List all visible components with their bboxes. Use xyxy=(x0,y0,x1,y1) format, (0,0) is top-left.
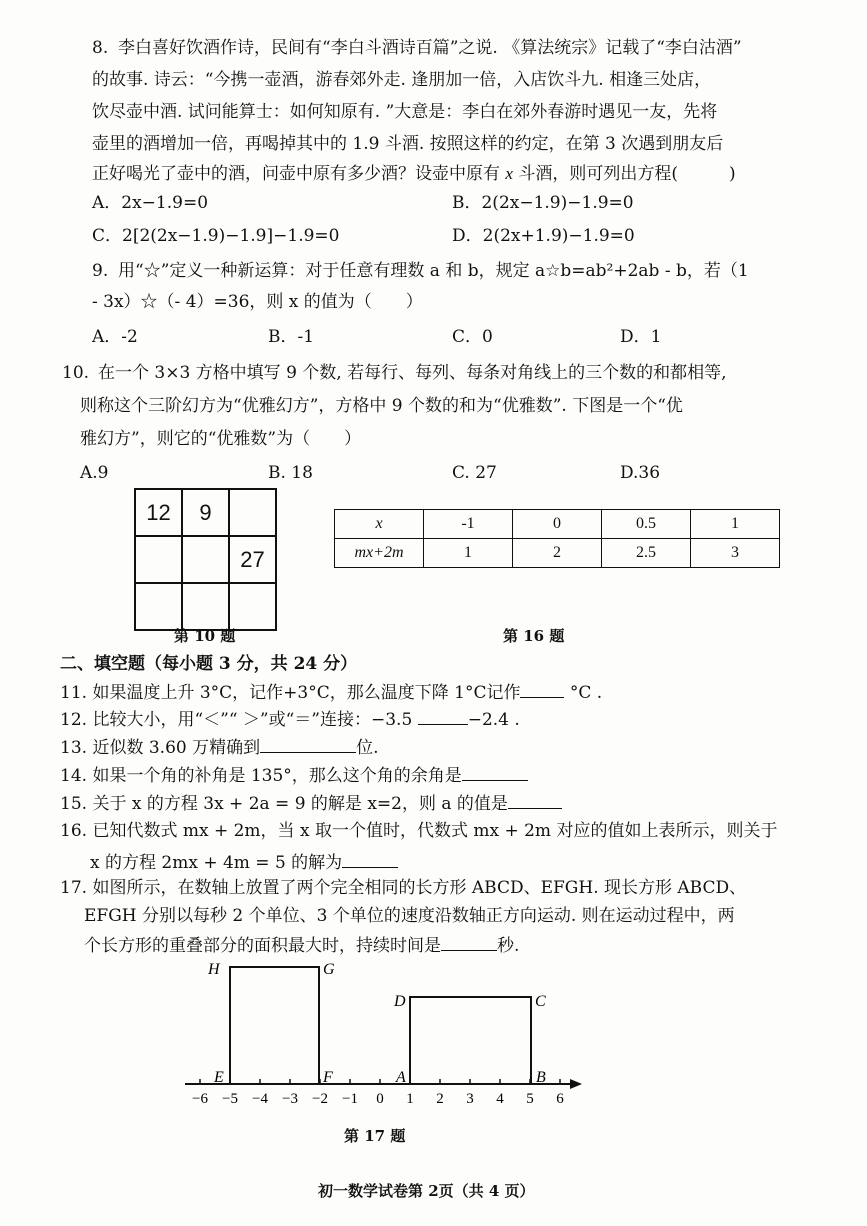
axis-tick-label: 3 xyxy=(466,1091,474,1107)
q12: 12. 比较大小，用“＜”“ ＞”或“＝”连接：−3.5 −2.4 . xyxy=(60,706,520,732)
magic-cell xyxy=(182,536,229,583)
q8-line5: 正好喝光了壶中的酒，问壶中原有多少酒？设壶中原有 x 斗酒，则可列出方程( ) xyxy=(92,164,736,184)
q10-line1: 在一个 3×3 方格中填写 9 个数, 若每行、每列、每条对角线上的三个数的和都相等, xyxy=(98,363,727,383)
q17-line2: EFGH 分别以每秒 2 个单位、3 个单位的速度沿数轴正方向运动. 则在运动过程中，两 xyxy=(84,906,735,926)
label-b: B xyxy=(536,1069,546,1086)
q8-number: 8. xyxy=(92,38,109,58)
label-f: F xyxy=(323,1069,333,1086)
q17-line3: 个长方形的重叠部分的面积最大时，持续时间是 秒. xyxy=(84,932,519,958)
axis-tick-label: 4 xyxy=(496,1091,504,1107)
q10-option-a: A.9 xyxy=(80,463,109,483)
q15: 15. 关于 x 的方程 3x + 2a = 9 的解是 x=2，则 a 的值是 xyxy=(60,790,562,816)
q9-number: 9. xyxy=(92,261,109,281)
table-cell: -1 xyxy=(424,510,513,539)
table-cell: 1 xyxy=(424,539,513,568)
q8-option-b: B．2(2x−1.9)−1.9=0 xyxy=(452,193,634,213)
number-line-figure xyxy=(170,950,600,1110)
magic-cell xyxy=(229,489,276,536)
table-cell: 0 xyxy=(513,510,602,539)
q17-line1: 17. 如图所示，在数轴上放置了两个完全相同的长方形 ABCD、EFGH. 现长方形 ABCD、 xyxy=(60,878,747,898)
q8-line4: 壶里的酒增加一倍，再喝掉其中的 1.9 斗酒. 按照这样的约定，在第 3 次遇到朋友后 xyxy=(92,134,724,154)
q8-option-c: C．2[2(2x−1.9)−1.9]−1.9=0 xyxy=(92,226,340,246)
q9-option-a: A．-2 xyxy=(92,327,138,347)
magic-cell: 9 xyxy=(182,489,229,536)
table-cell: 2.5 xyxy=(602,539,691,568)
q10-line3: 雅幻方”，则它的“优雅数”为（ ） xyxy=(80,429,362,449)
q11: 11. 如果温度上升 3°C，记作+3°C，那么温度下降 1°C记作 °C . xyxy=(60,679,602,705)
magic-cell xyxy=(135,583,182,630)
label-c: C xyxy=(535,993,546,1010)
axis-tick-label: 1 xyxy=(406,1091,414,1107)
caption-q16: 第 16 题 xyxy=(503,627,565,645)
q9-line2: - 3x）☆（- 4）=36，则 x 的值为（ ） xyxy=(92,292,423,312)
magic-cell: 12 xyxy=(135,489,182,536)
axis-tick-label: −5 xyxy=(222,1091,238,1107)
magic-square xyxy=(134,488,277,631)
q8-line3: 饮尽壶中酒. 试问能算士：如何知原有. ”大意是：李白在郊外春游时遇见一友，先将 xyxy=(92,102,718,122)
caption-q17: 第 17 题 xyxy=(344,1127,406,1145)
label-a: A xyxy=(396,1069,406,1086)
table-cell: mx+2m xyxy=(354,544,404,561)
table-cell: 3 xyxy=(691,539,780,568)
axis-tick-label: 6 xyxy=(556,1091,564,1107)
q13: 13. 近似数 3.60 万精确到 位. xyxy=(60,734,379,760)
q10-option-b: B. 18 xyxy=(268,463,313,483)
rect-abcd xyxy=(410,997,531,1084)
q10-line2: 则称这个三阶幻方为“优雅幻方”，方格中 9 个数的和为“优雅数”. 下图是一个“优 xyxy=(80,396,683,416)
q14: 14. 如果一个角的补角是 135°，那么这个角的余角是 xyxy=(60,762,528,788)
rect-efgh xyxy=(230,967,319,1084)
magic-cell xyxy=(229,583,276,630)
label-g: G xyxy=(323,961,335,978)
axis-tick-label: −6 xyxy=(192,1091,208,1107)
axis-tick-label: −4 xyxy=(252,1091,268,1107)
q9-option-d: D．1 xyxy=(620,327,662,347)
q10-number: 10. xyxy=(62,363,90,383)
table-cell: 1 xyxy=(691,510,780,539)
q8-option-a: A．2x−1.9=0 xyxy=(92,193,209,213)
axis-tick-label: −1 xyxy=(342,1091,358,1107)
axis-tick-label: 0 xyxy=(376,1091,384,1107)
magic-cell xyxy=(182,583,229,630)
axis-tick-label: 5 xyxy=(526,1091,534,1107)
page-footer: 初一数学试卷第 2页（共 4 页） xyxy=(318,1182,535,1200)
q16-line1: 16. 已知代数式 mx + 2m，当 x 取一个值时，代数式 mx + 2m 对应的值如上表所示，则关于 xyxy=(60,821,778,841)
axis-arrow xyxy=(570,1079,582,1089)
q10-option-d: D.36 xyxy=(620,463,661,483)
value-table-q16 xyxy=(334,509,780,568)
table-cell: 0.5 xyxy=(602,510,691,539)
section-heading: 二、填空题（每小题 3 分，共 24 分） xyxy=(60,654,358,674)
table-cell: x xyxy=(375,515,383,532)
label-e: E xyxy=(214,1069,224,1086)
q9-option-b: B．-1 xyxy=(268,327,315,347)
q8-line1: 李白喜好饮酒作诗，民间有“李白斗酒诗百篇”之说. 《算法统宗》记载了“李白沽酒” xyxy=(118,38,742,58)
magic-cell: 27 xyxy=(229,536,276,583)
q9-option-c: C．0 xyxy=(452,327,493,347)
label-d: D xyxy=(394,993,406,1010)
caption-q10: 第 10 题 xyxy=(174,627,236,645)
q16-line2: x 的方程 2mx + 4m = 5 的解为 xyxy=(90,849,398,875)
q8-line2: 的故事. 诗云：“今携一壶酒，游春郊外走. 逢朋加一倍，入店饮斗九. 相逢三处店， xyxy=(92,70,712,90)
axis-tick-label: −3 xyxy=(282,1091,298,1107)
q8-option-d: D．2(2x+1.9)−1.9=0 xyxy=(452,226,635,246)
magic-cell xyxy=(135,536,182,583)
q9-line1: 用“☆”定义一种新运算：对于任意有理数 a 和 b，规定 a☆b=ab²+2ab - b，若（1 xyxy=(118,261,749,281)
q10-option-c: C. 27 xyxy=(452,463,497,483)
axis-tick-label: −2 xyxy=(312,1091,328,1107)
label-h: H xyxy=(208,961,220,978)
axis-tick-label: 2 xyxy=(436,1091,444,1107)
table-cell: 2 xyxy=(513,539,602,568)
